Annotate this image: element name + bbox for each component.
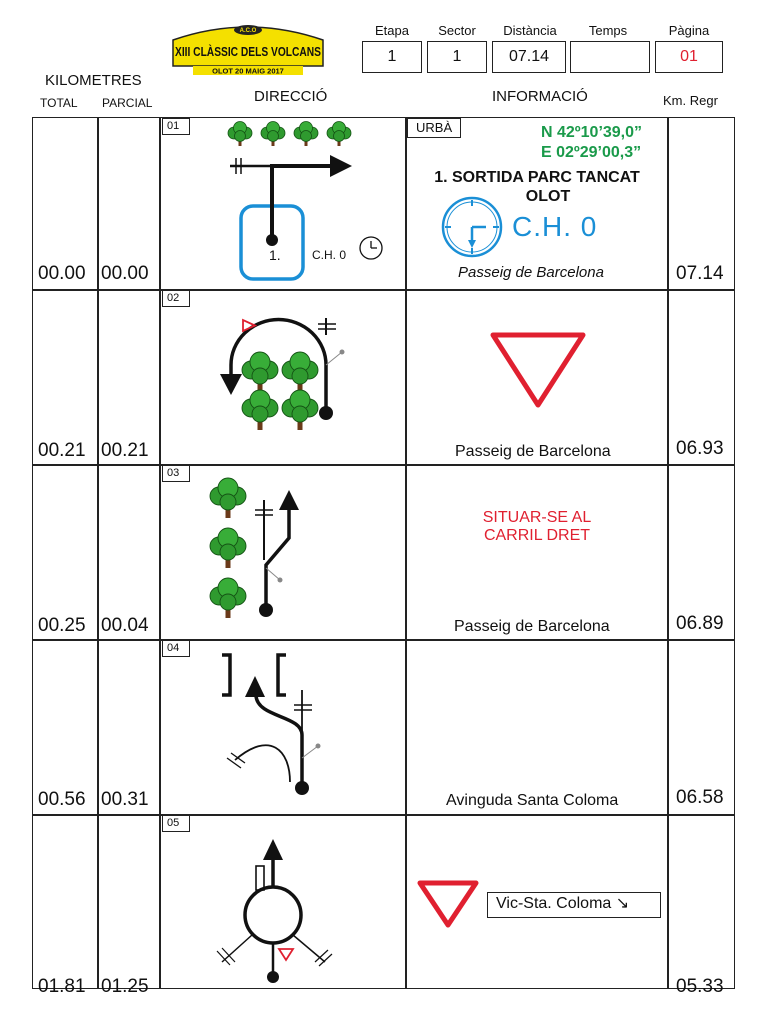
total-heading: TOTAL [40, 96, 78, 110]
km-regr-value: 06.89 [676, 613, 724, 634]
sector-value: 1 [427, 41, 487, 73]
tree-icon [210, 478, 246, 518]
row-number: 03 [162, 465, 190, 482]
pagina-label: Pàgina [668, 23, 710, 38]
control-label: C.H. 0 [512, 211, 598, 242]
tree-icon [282, 352, 318, 392]
row-number: 04 [162, 640, 190, 657]
total-km: 00.21 [38, 440, 86, 461]
urban-tag: URBÀ [407, 118, 461, 138]
total-km: 00.56 [38, 789, 86, 810]
km-regr-value: 05.33 [676, 976, 724, 997]
logo-subtitle: OLOT 20 MAIG 2017 [212, 66, 284, 76]
tree-icon [210, 528, 246, 568]
tulip-row-1 [228, 122, 382, 280]
start-box-label: 1. [269, 247, 281, 263]
small-control-label: C.H. 0 [312, 248, 347, 262]
tulip-row-4 [222, 655, 321, 795]
control-clock-icon [443, 198, 501, 256]
street-name: Passeig de Barcelona [454, 618, 610, 635]
pagina-value: 01 [655, 41, 723, 73]
street-name: Passeig de Barcelona [458, 264, 604, 281]
distancia-label: Distància [503, 23, 557, 38]
coordinate-north: N 42º10’39,0” [541, 124, 643, 141]
parcial-km: 00.00 [101, 263, 149, 284]
total-km: 00.25 [38, 615, 86, 636]
direction-sign: Vic-Sta. Coloma ↘ [487, 892, 661, 918]
tree-icon [242, 352, 278, 392]
etapa-label: Etapa [375, 23, 409, 38]
lane-note-line2: CARRIL DRET [483, 527, 591, 544]
parcial-km: 00.04 [101, 615, 149, 636]
tree-icon [294, 122, 318, 147]
tulip-row-5 [217, 839, 332, 983]
tree-icon [228, 122, 252, 147]
informacio-heading: INFORMACIÓ [492, 88, 588, 105]
distancia-value: 07.14 [492, 41, 566, 73]
tree-icon [242, 390, 278, 430]
street-name: Passeig de Barcelona [455, 443, 611, 460]
etapa-value: 1 [362, 41, 422, 73]
km-regr-value: 06.58 [676, 787, 724, 808]
direccio-heading: DIRECCIÓ [254, 88, 328, 105]
km-regr-value: 07.14 [676, 263, 724, 284]
temps-label: Temps [588, 23, 628, 38]
parcial-km: 00.21 [101, 440, 149, 461]
sector-label: Sector [438, 23, 476, 38]
parcial-km: 00.31 [101, 789, 149, 810]
logo-title: XIII CLÀSSIC DELS VOLCANS [175, 44, 322, 59]
logo-badge: A.C.O [239, 28, 257, 34]
km-regr-value: 06.93 [676, 438, 724, 459]
row-number: 02 [162, 290, 190, 307]
street-name: Avinguda Santa Coloma [446, 792, 619, 809]
tree-icon [210, 578, 246, 618]
parcial-heading: PARCIAL [102, 96, 153, 110]
parcial-km: 01.25 [101, 976, 149, 997]
tree-icon [327, 122, 351, 147]
lane-note-line1: SITUAR-SE AL [482, 509, 592, 526]
yield-sign-icon [420, 883, 476, 925]
tulip-row-3 [210, 478, 299, 618]
clock-icon [360, 237, 382, 259]
start-location: OLOT [525, 188, 571, 205]
tree-icon [261, 122, 285, 147]
km-regr-heading: Km. Regr [663, 93, 718, 108]
tulip-row-2 [220, 318, 345, 430]
yield-sign-icon [493, 335, 583, 405]
row-number: 01 [162, 118, 190, 135]
total-km: 00.00 [38, 263, 86, 284]
coordinate-east: E 02º29’00,3” [541, 144, 642, 161]
start-title: 1. SORTIDA PARC TANCAT [434, 169, 640, 186]
kilometres-heading: KILOMETRES [45, 72, 142, 89]
row-number: 05 [162, 815, 190, 832]
tree-icon [282, 390, 318, 430]
total-km: 01.81 [38, 976, 86, 997]
